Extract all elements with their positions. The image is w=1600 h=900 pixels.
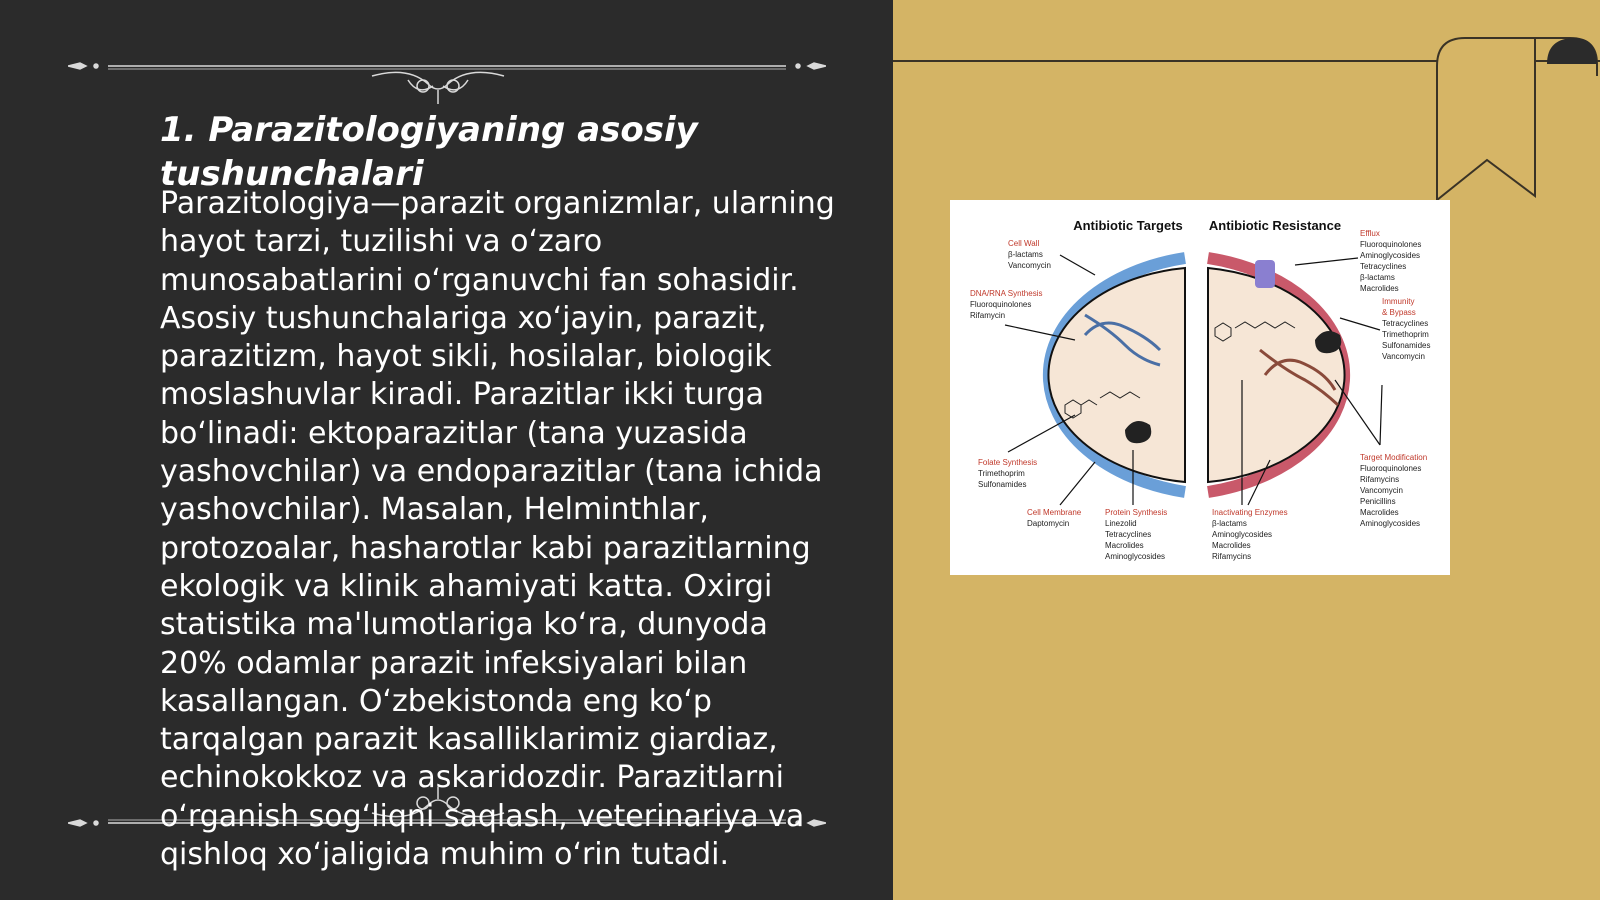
label-target-mod-drug-3: Vancomycin: [1360, 486, 1403, 495]
label-immunity-2: & Bypass: [1382, 308, 1416, 317]
antibiotic-targets-resistance-figure: [950, 200, 1450, 575]
label-inactivating-drug-2: Aminoglycosides: [1212, 530, 1273, 539]
label-cell-membrane-drug-1: Daptomycin: [1027, 519, 1070, 528]
label-inactivating-drug-4: Rifamycins: [1212, 552, 1252, 561]
label-cell-wall-drug-2: Vancomycin: [1008, 261, 1051, 270]
label-dna-rna-drug-1: Fluoroquinolones: [970, 300, 1032, 309]
label-cell-membrane: Cell Membrane: [1027, 508, 1082, 517]
label-immunity-drug-2: Trimethoprim: [1382, 330, 1429, 339]
label-target-mod: Target Modification: [1360, 453, 1428, 462]
label-efflux: Efflux: [1360, 229, 1380, 238]
bookmark-ribbon-icon: [1435, 36, 1600, 201]
label-protein-drug-1: Linezolid: [1105, 519, 1137, 528]
slide-title: 1. Parazitologiyaning asosiy tushunchalari: [160, 110, 698, 194]
label-immunity-drug-1: Tetracyclines: [1382, 319, 1429, 328]
label-target-mod-drug-2: Rifamycins: [1360, 475, 1400, 484]
label-folate-drug-1: Trimethoprim: [978, 469, 1025, 478]
label-target-mod-drug-4: Penicillins: [1360, 497, 1396, 506]
label-folate: Folate Synthesis: [978, 458, 1038, 467]
label-target-mod-drug-5: Macrolides: [1360, 508, 1399, 517]
top-scroll-ornament: [68, 56, 826, 106]
label-immunity-drug-3: Sulfonamides: [1382, 341, 1431, 350]
label-immunity: Immunity: [1382, 297, 1415, 306]
label-protein: Protein Synthesis: [1105, 508, 1168, 517]
label-protein-drug-4: Aminoglycosides: [1105, 552, 1166, 561]
label-target-mod-drug-1: Fluoroquinolones: [1360, 464, 1422, 473]
label-inactivating: Inactivating Enzymes: [1212, 508, 1288, 517]
right-heading: Antibiotic Resistance: [1208, 218, 1342, 233]
label-protein-drug-3: Macrolides: [1105, 541, 1144, 550]
label-immunity-drug-4: Vancomycin: [1382, 352, 1425, 361]
label-dna-rna: DNA/RNA Synthesis: [970, 289, 1043, 298]
label-efflux-drug-3: Tetracyclines: [1360, 262, 1407, 271]
label-efflux-drug-5: Macrolides: [1360, 284, 1399, 293]
label-efflux-drug-4: β-lactams: [1360, 273, 1395, 282]
slide-body-paragraph: Parazitologiya—parazit organizmlar, ularning hayot tarzi, tuzilishi va o‘zaro munosabatlarini o‘rganuvchi fan sohasidir. Asosiy tushunchalariga xo‘jayin, parazit, parazitizm, hayot sikli, hosilalar, biologik moslashuvlar kiradi. Parazitlar ikki turga bo‘linadi: ektoparazitlar (tana yuzasida yashovchilar) va endoparazitlar (tana ichida yashovchilar). Masalan, Helminthlar, protozoalar, hasharotlar kabi parazitlarning ekologik va klinik ahamiyati katta. Oxirgi statistika ma'lumotlariga ko‘ra, dunyoda 20% odamlar parazit infeksiyalari bilan kasallangan. O‘zbekistonda eng ko‘p tarqalgan parazit kasalliklarimiz giardiaz, echinokokkoz va askaridozdir. Parazitlarni o‘rganish sog‘liqni saqlash, veterinariya va qishloq xo‘jaligida muhim o‘rin tutadi.: [160, 186, 835, 873]
label-folate-drug-2: Sulfonamides: [978, 480, 1027, 489]
label-inactivating-drug-3: Macrolides: [1212, 541, 1251, 550]
label-cell-wall: Cell Wall: [1008, 239, 1040, 248]
label-efflux-drug-1: Fluoroquinolones: [1360, 240, 1422, 249]
label-cell-wall-drug-1: β-lactams: [1008, 250, 1043, 259]
label-efflux-drug-2: Aminoglycosides: [1360, 251, 1421, 260]
left-heading: Antibiotic Targets: [1073, 218, 1183, 233]
label-protein-drug-2: Tetracyclines: [1105, 530, 1152, 539]
label-dna-rna-drug-2: Rifamycin: [970, 311, 1006, 320]
antibiotic-diagram: [950, 200, 1450, 575]
label-target-mod-drug-6: Aminoglycosides: [1360, 519, 1421, 528]
label-inactivating-drug-1: β-lactams: [1212, 519, 1247, 528]
